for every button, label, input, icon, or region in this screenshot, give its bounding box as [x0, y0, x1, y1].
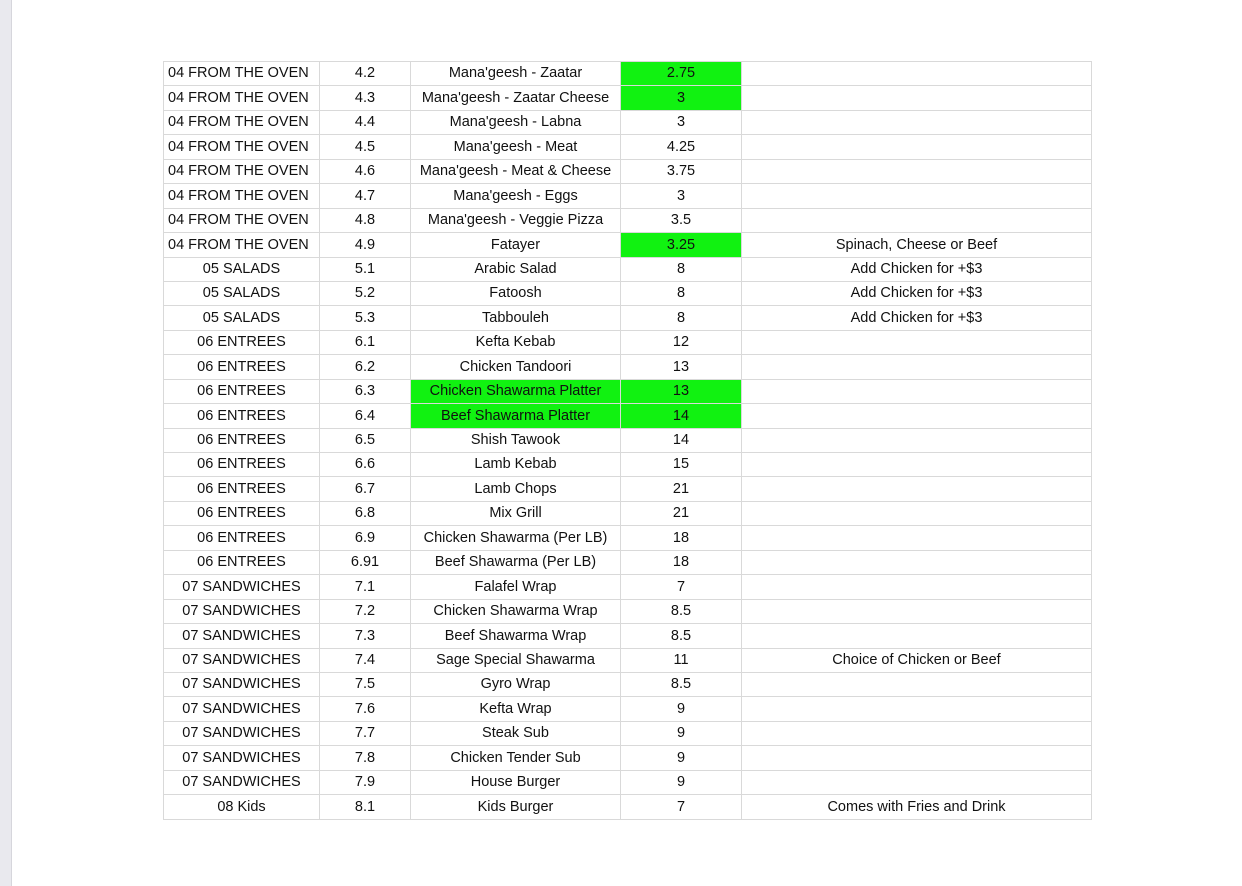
category-cell: 06 ENTREES: [164, 379, 320, 403]
category-cell: 07 SANDWICHES: [164, 599, 320, 623]
category-cell: 06 ENTREES: [164, 355, 320, 379]
category-cell: 05 SALADS: [164, 281, 320, 305]
note-cell: [742, 501, 1092, 525]
table-row: [164, 257, 1092, 281]
table-row: [164, 795, 1092, 819]
note-cell: [742, 86, 1092, 110]
note-cell: [742, 672, 1092, 696]
item-name-cell: Mana'geesh - Eggs: [411, 184, 621, 208]
price-cell: 9: [621, 697, 742, 721]
table-row: [164, 355, 1092, 379]
item-name-cell: Shish Tawook: [411, 428, 621, 452]
category-cell: 04 FROM THE OVEN: [164, 184, 320, 208]
category-cell: 06 ENTREES: [164, 501, 320, 525]
item-code-cell: 6.7: [320, 477, 411, 501]
item-name-cell: Mana'geesh - Zaatar: [411, 62, 621, 86]
item-name-cell: Steak Sub: [411, 721, 621, 745]
category-cell: 06 ENTREES: [164, 526, 320, 550]
price-cell: 12: [621, 330, 742, 354]
price-cell: 14: [621, 404, 742, 428]
note-cell: [742, 428, 1092, 452]
item-name-cell: Arabic Salad: [411, 257, 621, 281]
item-code-cell: 6.1: [320, 330, 411, 354]
table-row: [164, 428, 1092, 452]
item-code-cell: 8.1: [320, 795, 411, 819]
table-row: [164, 62, 1092, 86]
note-cell: [742, 208, 1092, 232]
note-cell: [742, 159, 1092, 183]
note-cell: [742, 110, 1092, 134]
note-cell: [742, 330, 1092, 354]
category-cell: 06 ENTREES: [164, 550, 320, 574]
category-cell: 07 SANDWICHES: [164, 648, 320, 672]
price-cell: 8.5: [621, 599, 742, 623]
table-row: [164, 453, 1092, 477]
item-code-cell: 6.4: [320, 404, 411, 428]
table-row: [164, 477, 1092, 501]
table-row: [164, 184, 1092, 208]
price-cell: 8: [621, 306, 742, 330]
item-code-cell: 6.3: [320, 379, 411, 403]
item-code-cell: 4.7: [320, 184, 411, 208]
item-code-cell: 7.8: [320, 746, 411, 770]
category-cell: 04 FROM THE OVEN: [164, 62, 320, 86]
category-cell: 05 SALADS: [164, 306, 320, 330]
category-cell: 05 SALADS: [164, 257, 320, 281]
category-cell: 07 SANDWICHES: [164, 721, 320, 745]
note-cell: [742, 62, 1092, 86]
note-cell: [742, 404, 1092, 428]
note-cell: Add Chicken for +$3: [742, 306, 1092, 330]
table-row: [164, 330, 1092, 354]
item-name-cell: Mana'geesh - Meat: [411, 135, 621, 159]
price-cell: 11: [621, 648, 742, 672]
item-code-cell: 7.2: [320, 599, 411, 623]
table-row: [164, 233, 1092, 257]
price-cell: 21: [621, 477, 742, 501]
note-cell: [742, 184, 1092, 208]
table-row: [164, 697, 1092, 721]
category-cell: 07 SANDWICHES: [164, 770, 320, 794]
category-cell: 04 FROM THE OVEN: [164, 110, 320, 134]
category-cell: 06 ENTREES: [164, 330, 320, 354]
category-cell: 04 FROM THE OVEN: [164, 159, 320, 183]
item-code-cell: 6.2: [320, 355, 411, 379]
note-cell: [742, 770, 1092, 794]
item-code-cell: 7.4: [320, 648, 411, 672]
note-cell: [742, 624, 1092, 648]
table-row: [164, 526, 1092, 550]
item-name-cell: Lamb Kebab: [411, 453, 621, 477]
item-name-cell: Mix Grill: [411, 501, 621, 525]
note-cell: [742, 355, 1092, 379]
item-name-cell: Lamb Chops: [411, 477, 621, 501]
table-row: [164, 86, 1092, 110]
price-cell: 8: [621, 257, 742, 281]
price-cell: 3: [621, 86, 742, 110]
note-cell: [742, 453, 1092, 477]
price-cell: 4.25: [621, 135, 742, 159]
item-code-cell: 7.7: [320, 721, 411, 745]
category-cell: 07 SANDWICHES: [164, 746, 320, 770]
category-cell: 08 Kids: [164, 795, 320, 819]
price-cell: 9: [621, 746, 742, 770]
price-cell: 8.5: [621, 624, 742, 648]
table-row: [164, 746, 1092, 770]
table-row: [164, 672, 1092, 696]
note-cell: Add Chicken for +$3: [742, 281, 1092, 305]
item-code-cell: 5.2: [320, 281, 411, 305]
category-cell: 06 ENTREES: [164, 404, 320, 428]
item-code-cell: 4.4: [320, 110, 411, 134]
price-cell: 8: [621, 281, 742, 305]
price-cell: 13: [621, 379, 742, 403]
table-row: [164, 379, 1092, 403]
menu-table: [163, 61, 1092, 820]
price-cell: 15: [621, 453, 742, 477]
note-cell: [742, 599, 1092, 623]
price-cell: 7: [621, 575, 742, 599]
note-cell: [742, 477, 1092, 501]
item-code-cell: 6.6: [320, 453, 411, 477]
item-code-cell: 6.5: [320, 428, 411, 452]
item-code-cell: 4.2: [320, 62, 411, 86]
category-cell: 04 FROM THE OVEN: [164, 233, 320, 257]
price-cell: 3.75: [621, 159, 742, 183]
table-row: [164, 501, 1092, 525]
table-row: [164, 721, 1092, 745]
note-cell: Choice of Chicken or Beef: [742, 648, 1092, 672]
item-name-cell: Chicken Shawarma Wrap: [411, 599, 621, 623]
table-row: [164, 770, 1092, 794]
item-name-cell: Mana'geesh - Labna: [411, 110, 621, 134]
category-cell: 06 ENTREES: [164, 477, 320, 501]
item-name-cell: Beef Shawarma (Per LB): [411, 550, 621, 574]
item-code-cell: 7.3: [320, 624, 411, 648]
item-name-cell: Kefta Kebab: [411, 330, 621, 354]
item-name-cell: Tabbouleh: [411, 306, 621, 330]
category-cell: 07 SANDWICHES: [164, 697, 320, 721]
table-row: [164, 550, 1092, 574]
note-cell: Spinach, Cheese or Beef: [742, 233, 1092, 257]
note-cell: Comes with Fries and Drink: [742, 795, 1092, 819]
note-cell: [742, 697, 1092, 721]
item-code-cell: 6.9: [320, 526, 411, 550]
item-name-cell: Fatoosh: [411, 281, 621, 305]
item-name-cell: Gyro Wrap: [411, 672, 621, 696]
item-code-cell: 4.5: [320, 135, 411, 159]
viewer-left-edge: [0, 0, 12, 886]
price-cell: 9: [621, 770, 742, 794]
item-code-cell: 6.8: [320, 501, 411, 525]
item-name-cell: Mana'geesh - Meat & Cheese: [411, 159, 621, 183]
category-cell: 04 FROM THE OVEN: [164, 135, 320, 159]
item-code-cell: 4.8: [320, 208, 411, 232]
note-cell: [742, 135, 1092, 159]
table-row: [164, 159, 1092, 183]
item-name-cell: Kefta Wrap: [411, 697, 621, 721]
price-cell: 21: [621, 501, 742, 525]
category-cell: 04 FROM THE OVEN: [164, 208, 320, 232]
note-cell: [742, 550, 1092, 574]
note-cell: [742, 721, 1092, 745]
category-cell: 07 SANDWICHES: [164, 624, 320, 648]
item-name-cell: Mana'geesh - Veggie Pizza: [411, 208, 621, 232]
price-cell: 3: [621, 184, 742, 208]
item-name-cell: House Burger: [411, 770, 621, 794]
table-row: [164, 135, 1092, 159]
item-code-cell: 6.91: [320, 550, 411, 574]
price-cell: 14: [621, 428, 742, 452]
item-name-cell: Chicken Shawarma (Per LB): [411, 526, 621, 550]
note-cell: [742, 575, 1092, 599]
category-cell: 06 ENTREES: [164, 428, 320, 452]
price-cell: 7: [621, 795, 742, 819]
price-cell: 3.25: [621, 233, 742, 257]
item-name-cell: Mana'geesh - Zaatar Cheese: [411, 86, 621, 110]
item-name-cell: Sage Special Shawarma: [411, 648, 621, 672]
price-cell: 13: [621, 355, 742, 379]
table-row: [164, 648, 1092, 672]
price-cell: 8.5: [621, 672, 742, 696]
item-name-cell: Fatayer: [411, 233, 621, 257]
note-cell: [742, 746, 1092, 770]
price-cell: 18: [621, 550, 742, 574]
category-cell: 06 ENTREES: [164, 453, 320, 477]
item-code-cell: 7.5: [320, 672, 411, 696]
table-row: [164, 575, 1092, 599]
table-row: [164, 624, 1092, 648]
item-code-cell: 4.3: [320, 86, 411, 110]
category-cell: 07 SANDWICHES: [164, 575, 320, 599]
category-cell: 07 SANDWICHES: [164, 672, 320, 696]
price-cell: 2.75: [621, 62, 742, 86]
table-row: [164, 110, 1092, 134]
item-name-cell: Beef Shawarma Platter: [411, 404, 621, 428]
item-code-cell: 4.9: [320, 233, 411, 257]
table-row: [164, 306, 1092, 330]
item-code-cell: 7.1: [320, 575, 411, 599]
table-row: [164, 281, 1092, 305]
item-name-cell: Chicken Tandoori: [411, 355, 621, 379]
note-cell: [742, 526, 1092, 550]
item-name-cell: Kids Burger: [411, 795, 621, 819]
category-cell: 04 FROM THE OVEN: [164, 86, 320, 110]
item-name-cell: Falafel Wrap: [411, 575, 621, 599]
table-row: [164, 404, 1092, 428]
item-name-cell: Beef Shawarma Wrap: [411, 624, 621, 648]
item-name-cell: Chicken Tender Sub: [411, 746, 621, 770]
item-code-cell: 7.9: [320, 770, 411, 794]
table-row: [164, 599, 1092, 623]
note-cell: [742, 379, 1092, 403]
price-cell: 9: [621, 721, 742, 745]
item-code-cell: 4.6: [320, 159, 411, 183]
item-code-cell: 5.3: [320, 306, 411, 330]
price-cell: 18: [621, 526, 742, 550]
menu-table-body: [164, 62, 1092, 820]
item-code-cell: 5.1: [320, 257, 411, 281]
item-name-cell: Chicken Shawarma Platter: [411, 379, 621, 403]
table-row: [164, 208, 1092, 232]
note-cell: Add Chicken for +$3: [742, 257, 1092, 281]
price-cell: 3: [621, 110, 742, 134]
item-code-cell: 7.6: [320, 697, 411, 721]
price-cell: 3.5: [621, 208, 742, 232]
